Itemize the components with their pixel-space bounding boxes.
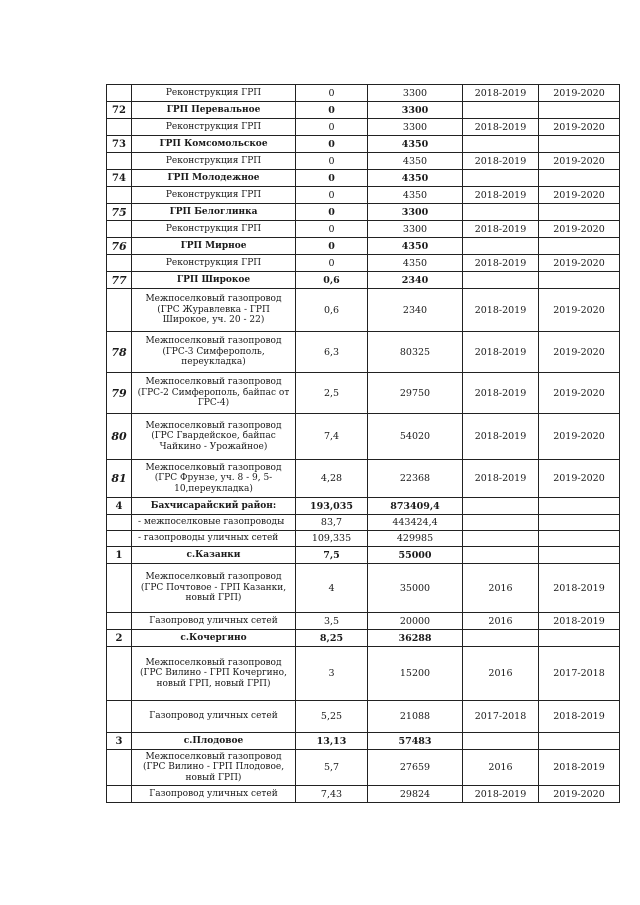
row-start-period [463,630,539,647]
row-length: 0 [296,204,368,221]
row-name: Газопровод уличных сетей [132,786,296,803]
row-end-period [539,630,620,647]
row-number [107,221,132,238]
row-name: Реконструкция ГРП [132,187,296,204]
row-cost: 22368 [368,460,463,498]
row-start-period: 2018-2019 [463,289,539,332]
table-row [107,255,620,272]
row-length: 0 [296,187,368,204]
row-end-period: 2019-2020 [539,85,620,102]
row-end-period [539,204,620,221]
row-start-period [463,170,539,187]
row-start-period: 2016 [463,647,539,701]
row-name: Реконструкция ГРП [132,85,296,102]
table-row [107,332,620,373]
row-number [107,187,132,204]
row-number [107,701,132,733]
row-length: 0 [296,102,368,119]
row-number: 80 [107,414,132,460]
row-number [107,289,132,332]
row-cost: 2340 [368,272,463,289]
row-cost: 873409,4 [368,498,463,515]
row-cost: 80325 [368,332,463,373]
row-cost: 21088 [368,701,463,733]
table-row [107,221,620,238]
row-end-period: 2017-2018 [539,647,620,701]
table-row [107,204,620,221]
row-end-period: 2019-2020 [539,187,620,204]
row-end-period [539,170,620,187]
table-row [107,564,620,613]
table-row [107,414,620,460]
row-number [107,153,132,170]
row-cost: 3300 [368,221,463,238]
row-cost: 29824 [368,786,463,803]
row-end-period: 2019-2020 [539,373,620,414]
row-number: 75 [107,204,132,221]
table-row [107,119,620,136]
row-cost: 15200 [368,647,463,701]
row-end-period: 2018-2019 [539,701,620,733]
row-name: Межпоселковый газопровод (ГРС-3 Симферополь, переукладка) [132,332,296,373]
row-length: 0,6 [296,272,368,289]
row-name: Межпоселковый газопровод (ГРС Журавлевка - ГРП Широкое, уч. 20 - 22) [132,289,296,332]
row-number: 74 [107,170,132,187]
row-start-period [463,515,539,531]
row-length: 0 [296,170,368,187]
row-name: ГРП Широкое [132,272,296,289]
table-row [107,613,620,630]
table-row [107,289,620,332]
row-start-period [463,531,539,547]
row-number: 77 [107,272,132,289]
table-row [107,238,620,255]
table-row [107,85,620,102]
table-row [107,272,620,289]
table-row [107,136,620,153]
row-start-period [463,547,539,564]
row-length: 0 [296,85,368,102]
row-end-period [539,547,620,564]
row-number: 4 [107,498,132,515]
row-cost: 3300 [368,204,463,221]
row-cost: 3300 [368,119,463,136]
row-end-period [539,238,620,255]
table-row [107,515,620,531]
row-end-period: 2019-2020 [539,332,620,373]
row-end-period: 2019-2020 [539,153,620,170]
row-number: 81 [107,460,132,498]
row-cost: 55000 [368,547,463,564]
row-end-period: 2019-2020 [539,289,620,332]
table-row [107,733,620,750]
table-row [107,547,620,564]
row-length: 0 [296,255,368,272]
row-end-period [539,272,620,289]
row-start-period [463,136,539,153]
row-length: 0 [296,238,368,255]
row-start-period: 2018-2019 [463,255,539,272]
row-end-period: 2018-2019 [539,613,620,630]
row-start-period: 2018-2019 [463,153,539,170]
row-end-period: 2019-2020 [539,255,620,272]
row-name: ГРП Белоглинка [132,204,296,221]
row-name: с.Кочергино [132,630,296,647]
row-name: Газопровод уличных сетей [132,613,296,630]
row-length: 4 [296,564,368,613]
row-start-period: 2018-2019 [463,373,539,414]
row-cost: 4350 [368,187,463,204]
table-row [107,187,620,204]
row-cost: 57483 [368,733,463,750]
table-row [107,701,620,733]
row-number: 3 [107,733,132,750]
row-start-period: 2018-2019 [463,332,539,373]
row-start-period: 2016 [463,613,539,630]
row-start-period: 2018-2019 [463,119,539,136]
row-number [107,647,132,701]
row-end-period [539,515,620,531]
row-end-period [539,531,620,547]
row-length: 83,7 [296,515,368,531]
row-cost: 20000 [368,613,463,630]
row-start-period: 2017-2018 [463,701,539,733]
row-start-period [463,238,539,255]
row-name: ГРП Мирное [132,238,296,255]
row-end-period: 2019-2020 [539,414,620,460]
row-start-period: 2018-2019 [463,786,539,803]
row-number [107,564,132,613]
row-cost: 3300 [368,102,463,119]
row-number: 2 [107,630,132,647]
row-length: 0,6 [296,289,368,332]
table-row [107,786,620,803]
row-end-period: 2019-2020 [539,119,620,136]
row-end-period: 2018-2019 [539,750,620,786]
row-start-period [463,204,539,221]
row-number [107,119,132,136]
row-number: 72 [107,102,132,119]
row-start-period: 2016 [463,750,539,786]
row-number: 79 [107,373,132,414]
row-length: 8,25 [296,630,368,647]
row-number [107,531,132,547]
row-cost: 35000 [368,564,463,613]
row-number [107,255,132,272]
row-name: Реконструкция ГРП [132,255,296,272]
row-start-period: 2018-2019 [463,187,539,204]
row-cost: 4350 [368,170,463,187]
row-end-period [539,136,620,153]
row-length: 6,3 [296,332,368,373]
row-end-period [539,102,620,119]
table-row [107,460,620,498]
row-cost: 4350 [368,238,463,255]
row-cost: 27659 [368,750,463,786]
table-row [107,647,620,701]
row-name: Бахчисарайский район: [132,498,296,515]
row-start-period: 2018-2019 [463,414,539,460]
row-length: 5,7 [296,750,368,786]
row-length: 3,5 [296,613,368,630]
row-number [107,750,132,786]
row-cost: 2340 [368,289,463,332]
row-length: 5,25 [296,701,368,733]
row-cost: 3300 [368,85,463,102]
row-length: 0 [296,153,368,170]
row-start-period [463,733,539,750]
table-row [107,630,620,647]
row-end-period: 2019-2020 [539,460,620,498]
row-start-period: 2018-2019 [463,460,539,498]
row-length: 0 [296,136,368,153]
row-name: - межпоселковые газопроводы [132,515,296,531]
gas-pipeline-table [106,84,620,803]
row-number [107,85,132,102]
row-end-period: 2018-2019 [539,564,620,613]
row-cost: 4350 [368,255,463,272]
row-cost: 54020 [368,414,463,460]
row-length: 193,035 [296,498,368,515]
row-cost: 443424,4 [368,515,463,531]
row-name: ГРП Перевальное [132,102,296,119]
row-name: Реконструкция ГРП [132,153,296,170]
row-number: 78 [107,332,132,373]
row-length: 4,28 [296,460,368,498]
row-end-period [539,733,620,750]
row-cost: 429985 [368,531,463,547]
row-number: 76 [107,238,132,255]
table-row [107,102,620,119]
row-number [107,613,132,630]
row-length: 109,335 [296,531,368,547]
row-name: Межпоселковый газопровод (ГРС Гвардейское, байпас Чайкино - Урожайное) [132,414,296,460]
row-name: Межпоселковый газопровод (ГРС Фрунзе, уч. 8 - 9, 5-10,переукладка) [132,460,296,498]
row-name: Межпоселковый газопровод (ГРС Вилино - ГРП Кочергино, новый ГРП, новый ГРП) [132,647,296,701]
row-name: Реконструкция ГРП [132,221,296,238]
row-cost: 36288 [368,630,463,647]
row-length: 13,13 [296,733,368,750]
row-start-period [463,498,539,515]
row-name: Межпоселковый газопровод (ГРС Почтовое - ГРП Казанки, новый ГРП) [132,564,296,613]
row-end-period [539,498,620,515]
row-start-period: 2018-2019 [463,85,539,102]
row-number [107,515,132,531]
table-row [107,750,620,786]
row-number: 1 [107,547,132,564]
row-number: 73 [107,136,132,153]
row-end-period: 2019-2020 [539,221,620,238]
row-length: 7,5 [296,547,368,564]
table-row [107,498,620,515]
table-row [107,153,620,170]
row-start-period: 2018-2019 [463,221,539,238]
row-length: 2,5 [296,373,368,414]
row-name: ГРП Комсомольское [132,136,296,153]
row-name: ГРП Молодежное [132,170,296,187]
row-length: 0 [296,221,368,238]
row-length: 0 [296,119,368,136]
row-start-period: 2016 [463,564,539,613]
row-name: Газопровод уличных сетей [132,701,296,733]
row-cost: 4350 [368,153,463,170]
row-start-period [463,272,539,289]
row-cost: 29750 [368,373,463,414]
row-name: с.Плодовое [132,733,296,750]
row-name: с.Казанки [132,547,296,564]
row-name: Межпоселковый газопровод (ГРС-2 Симферополь, байпас от ГРС-4) [132,373,296,414]
row-length: 7,4 [296,414,368,460]
row-name: - газопроводы уличных сетей [132,531,296,547]
table-row [107,531,620,547]
table-row [107,170,620,187]
row-name: Реконструкция ГРП [132,119,296,136]
table-row [107,373,620,414]
row-length: 3 [296,647,368,701]
row-start-period [463,102,539,119]
row-end-period: 2019-2020 [539,786,620,803]
row-name: Межпоселковый газопровод (ГРС Вилино - ГРП Плодовое, новый ГРП) [132,750,296,786]
row-number [107,786,132,803]
row-length: 7,43 [296,786,368,803]
row-cost: 4350 [368,136,463,153]
